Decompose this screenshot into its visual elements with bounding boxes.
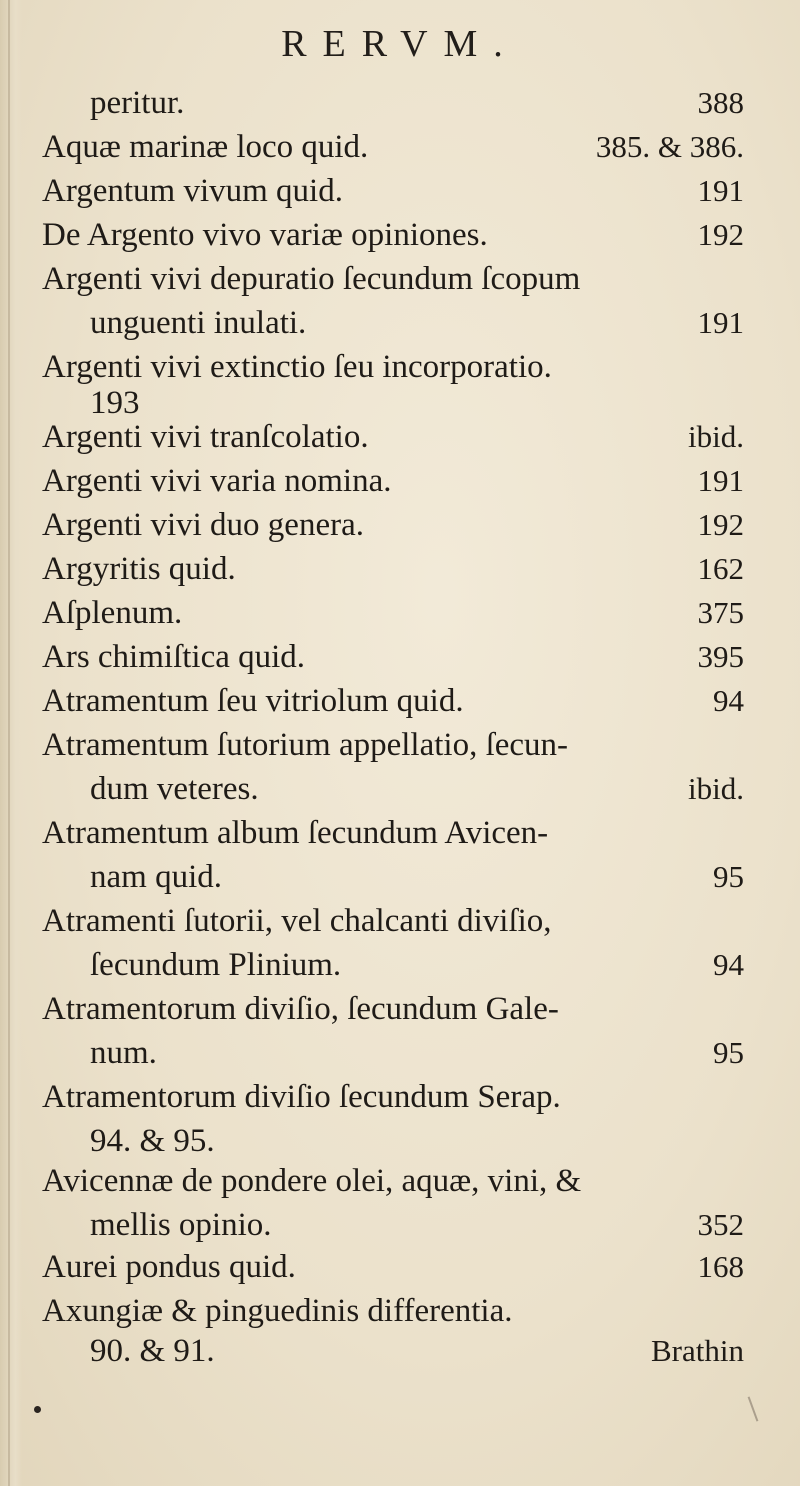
index-entry [42,722,744,768]
entry-text: Atramentum album ſecundum Avicen- [42,815,549,851]
index-entry [90,854,744,900]
page-gutter [0,0,22,1486]
entry-text: unguenti inulati. [90,305,307,341]
index-entry [90,80,744,126]
index-entry [42,212,744,258]
entry-text: Atramentorum diviſio ſecundum Serap. [42,1079,561,1115]
entry-page: ibid. [688,419,744,454]
entry-page: 94 [713,683,744,718]
entry-text: Argenti vivi duo genera. [42,507,364,543]
index-entry [90,942,744,988]
entry-page: 385. & 386. [595,129,744,164]
entry-page: 388 [697,85,744,120]
index-entry [42,414,744,460]
entry-page: 192 [697,217,744,252]
entry-page: 95 [713,859,744,894]
entry-text: Atramentum ſeu vitriolum quid. [42,683,464,719]
index-entry [42,590,744,636]
entry-text: ſecundum Plinium. [90,947,342,983]
entry-text: Argenti vivi extinctio ſeu incorporatio. [42,349,552,385]
index-entry [42,458,744,504]
entry-text: Aquæ marinæ loco quid. [42,129,369,165]
index-entry [42,1244,744,1290]
ink-mark [748,1396,759,1421]
index-entry [42,1074,744,1120]
index-entry [42,124,744,170]
entry-text: dum veteres. [90,771,259,807]
entry-text: 193 [90,385,140,421]
index-entry [42,810,744,856]
index-entry [42,502,744,548]
entry-text: Argenti vivi depuratio ſecundum ſcopum [42,261,581,297]
entry-text: Atramenti ſutorii, vel chalcanti diviſio, [42,903,552,939]
entry-text: mellis opinio. [90,1207,272,1243]
index-entry [90,1030,744,1076]
index-entry [42,986,744,1032]
entry-page: 191 [697,173,744,208]
index-entry [42,898,744,944]
entry-text: num. [90,1035,157,1071]
entry-text: Atramentorum diviſio, ſecundum Gale- [42,991,559,1027]
index-entry [42,678,744,724]
index-entry [90,1202,744,1248]
entry-text: peritur. [90,85,185,121]
entry-text: 90. & 91. [90,1333,215,1369]
index-entry [90,1328,744,1374]
entry-text: Axungiæ & pinguedinis differentia. [42,1293,513,1329]
gutter-line [8,0,10,1486]
index-entry [90,766,744,812]
entry-page: 168 [697,1249,744,1284]
catchword: Brathin [651,1333,744,1368]
index-entry [42,1158,744,1204]
entry-text: Atramentum ſutorium appellatio, ſecun- [42,727,569,763]
index-entry [42,168,744,214]
entry-text: Aſplenum. [42,595,183,631]
entry-text: Argenti vivi varia nomina. [42,463,392,499]
ink-dot [34,1406,41,1413]
entry-page: 191 [697,305,744,340]
entry-page: 352 [697,1207,744,1242]
index-entry [42,546,744,592]
entry-text: Aurei pondus quid. [42,1249,296,1285]
entry-page: 192 [697,507,744,542]
entry-text: 94. & 95. [90,1123,215,1159]
entry-page: 94 [713,947,744,982]
entry-page: 191 [697,463,744,498]
entry-text: Avicennæ de pondere olei, aquæ, vini, & [42,1163,582,1199]
entry-text: Argentum vivum quid. [42,173,343,209]
index-entry [42,256,744,302]
entry-text: De Argento vivo variæ opiniones. [42,217,488,253]
entry-text: Argenti vivi tranſcolatio. [42,419,369,455]
entry-page: 395 [697,639,744,674]
entry-page: 375 [697,595,744,630]
entry-text: Argyritis quid. [42,551,236,587]
entry-page: 162 [697,551,744,586]
entry-page: ibid. [688,771,744,806]
running-head: RERVM. [281,23,519,65]
index-entry [42,634,744,680]
entry-text: Ars chimiſtica quid. [42,639,306,675]
entry-page: 95 [713,1035,744,1070]
index-entry [90,300,744,346]
entry-text: nam quid. [90,859,222,895]
